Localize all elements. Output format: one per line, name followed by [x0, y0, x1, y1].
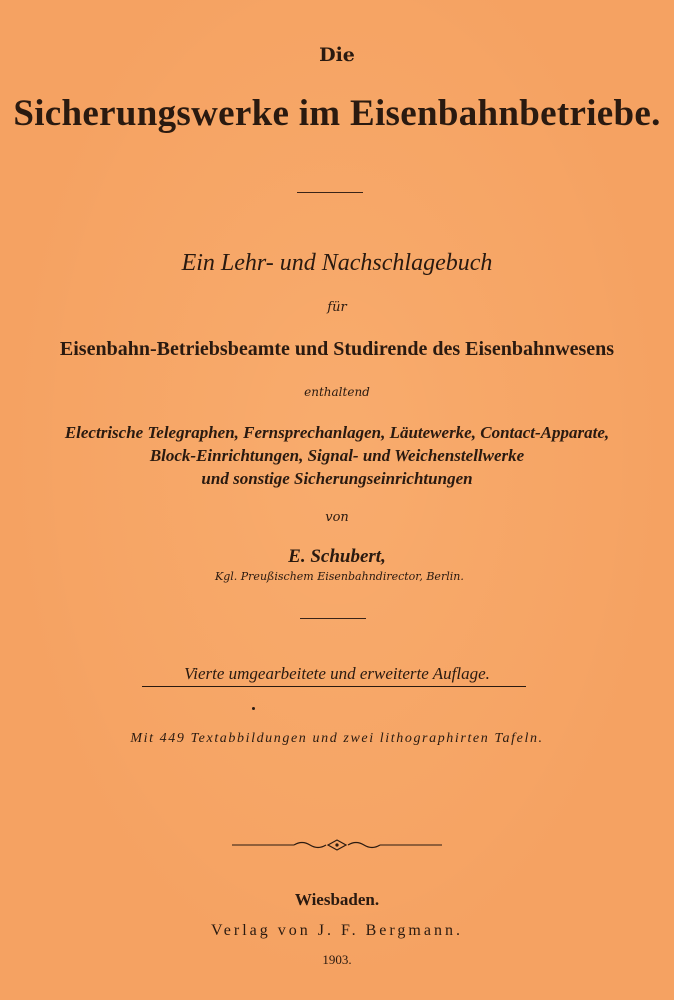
publication-year: 1903.: [322, 952, 352, 967]
contents-line-2: Block-Einrichtungen, Signal- und Weichenstellwerke: [149, 446, 525, 465]
for-word: für: [327, 300, 347, 315]
contents-line-3: und sonstige Sicherungseinrichtungen: [201, 469, 473, 488]
book-subtitle: Ein Lehr- und Nachschlagebuch: [181, 250, 493, 276]
divider-rule-middle: [300, 618, 366, 619]
contents-line-1: Electrische Telegraphen, Fernsprechanlagen, Läutewerke, Contact-Apparate,: [64, 423, 610, 442]
edition-statement: Vierte umgearbeitete und erweiterte Auflage.: [184, 664, 490, 683]
title-article: Die: [319, 44, 355, 66]
author-title: Kgl. Preußischem Eisenbahndirector, Berlin.: [215, 570, 464, 583]
audience-line: Eisenbahn-Betriebsbeamte und Studirende des Eisenbahnwesens: [59, 338, 615, 360]
ornament-divider-icon: [232, 838, 442, 852]
publication-place: Wiesbaden.: [294, 890, 380, 909]
divider-rule-top: [297, 192, 363, 193]
book-title: Sicherungswerke im Eisenbahnbetriebe.: [13, 93, 661, 134]
by-word: von: [325, 510, 349, 525]
publisher-line: Verlag von J. F. Bergmann.: [211, 922, 463, 939]
author-name: E. Schubert,: [288, 546, 386, 567]
edition-underline: [142, 686, 526, 687]
ink-speck: [252, 707, 255, 710]
illustrations-note: Mit 449 Textabbildungen und zwei lithographirten Tafeln.: [130, 731, 544, 746]
containing-word: enthaltend: [304, 385, 370, 399]
